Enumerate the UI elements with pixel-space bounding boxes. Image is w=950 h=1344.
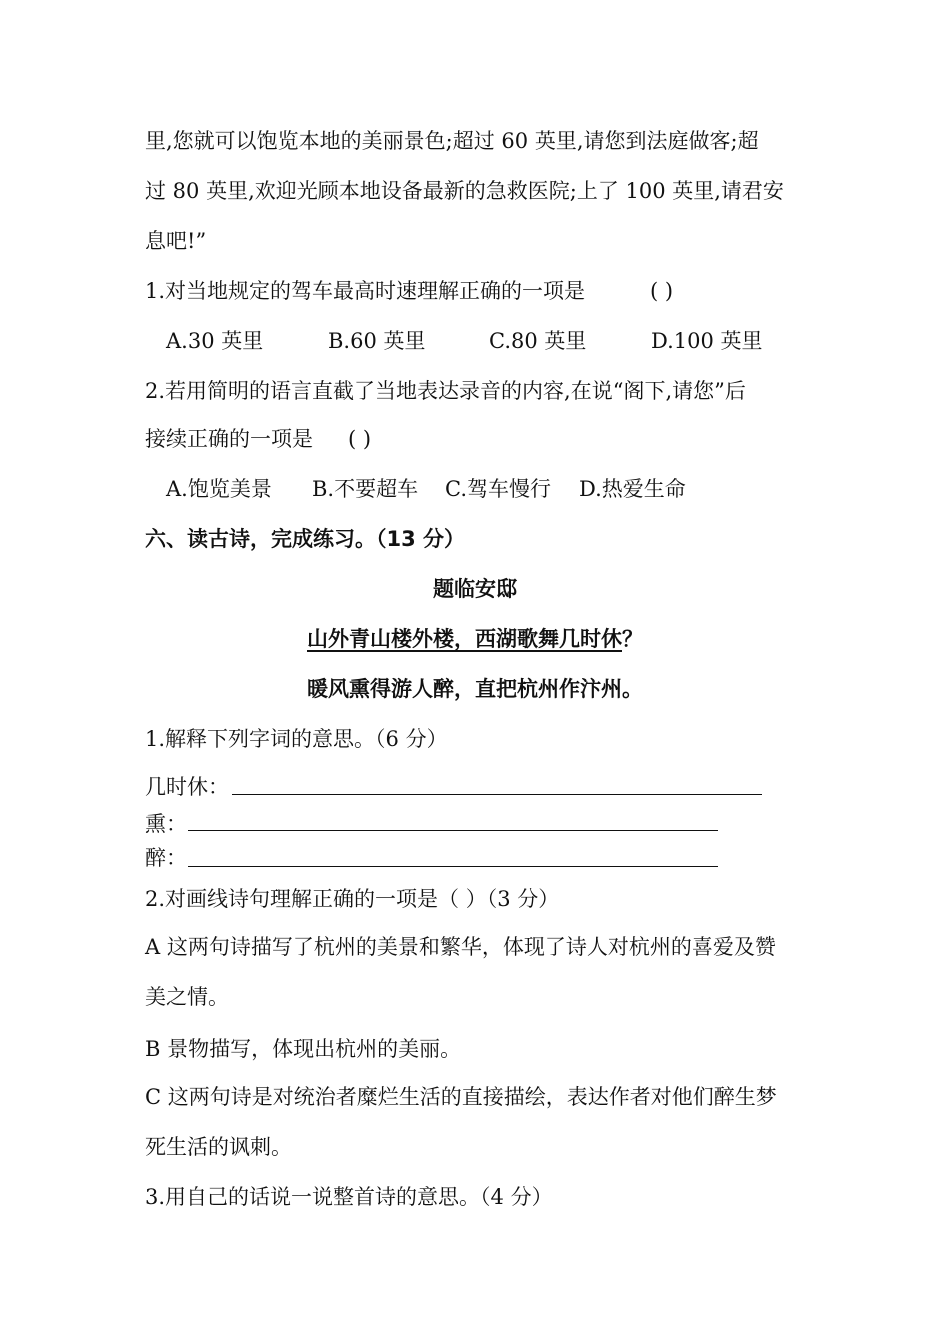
poem-line-1-underlined: 山外青山楼外楼，西湖歌舞几时休 — [307, 627, 622, 651]
question-1-option-d: D.100 英里 — [651, 329, 763, 353]
term-label-xun: 熏： — [145, 812, 187, 836]
poem-line-2: 暖风熏得游人醉，直把杭州作汴州。 — [307, 677, 643, 701]
section-6-heading: 六、读古诗，完成练习。（13 分） — [145, 527, 466, 551]
passage-line-2: 过 80 英里,欢迎光顾本地设备最新的急救医院;上了 100 英里,请君安 — [145, 179, 784, 203]
question-2-stem-line-2: 接续正确的一项是 — [145, 427, 313, 451]
passage-line-3: 息吧!” — [145, 229, 207, 253]
question-2-option-d: D.热爱生命 — [579, 477, 686, 501]
question-1-answer-paren: ( ) — [650, 279, 674, 303]
poem-line-1-end: ？ — [622, 627, 643, 651]
poem-line-1 — [0, 624, 950, 654]
question-2-option-a: A.饱览美景 — [166, 477, 272, 501]
term-label-zui: 醉： — [145, 846, 187, 870]
sub-question-1-stem: 1.解释下列字词的意思。（6 分） — [145, 727, 448, 751]
sub-question-2-stem: 2.对画线诗句理解正确的一项是（ ）（3 分） — [145, 887, 560, 911]
sub-question-2-option-b: B 景物描写，体现出杭州的美丽。 — [145, 1037, 462, 1061]
question-2-option-b: B.不要超车 — [312, 477, 419, 501]
sub-question-3-stem: 3.用自己的话说一说整首诗的意思。（4 分） — [145, 1185, 553, 1209]
question-1-text: 1.对当地规定的驾车最高时速理解正确的一项是 — [145, 279, 586, 303]
passage-line-1: 里,您就可以饱览本地的美丽景色;超过 60 英里,请您到法庭做客;超 — [145, 129, 759, 153]
answer-blank-zui[interactable] — [188, 866, 718, 867]
sub-question-2-option-a-line-1: A 这两句诗描写了杭州的美景和繁华，体现了诗人对杭州的喜爱及赞 — [145, 935, 776, 959]
poem-title: 题临安邸 — [433, 577, 517, 601]
question-2-answer-paren: ( ) — [348, 427, 372, 451]
sub-question-2-option-a-line-2: 美之情。 — [145, 985, 229, 1009]
question-1-option-b: B.60 英里 — [328, 329, 426, 353]
answer-blank-jishixiu[interactable] — [232, 794, 762, 795]
question-2-stem-line-1: 2.若用简明的语言直截了当地表达录音的内容,在说“阁下,请您”后 — [145, 379, 746, 403]
question-1-stem — [145, 276, 585, 306]
answer-blank-xun[interactable] — [188, 830, 718, 831]
question-2-option-c: C.驾车慢行 — [445, 477, 551, 501]
sub-question-2-option-c-line-1: C 这两句诗是对统治者糜烂生活的直接描绘，表达作者对他们醉生梦 — [145, 1085, 777, 1109]
term-label-jishixiu: 几时休： — [145, 775, 229, 799]
question-1-option-c: C.80 英里 — [489, 329, 587, 353]
question-1-option-a: A.30 英里 — [166, 329, 264, 353]
sub-question-2-option-c-line-2: 死生活的讽刺。 — [145, 1135, 292, 1159]
